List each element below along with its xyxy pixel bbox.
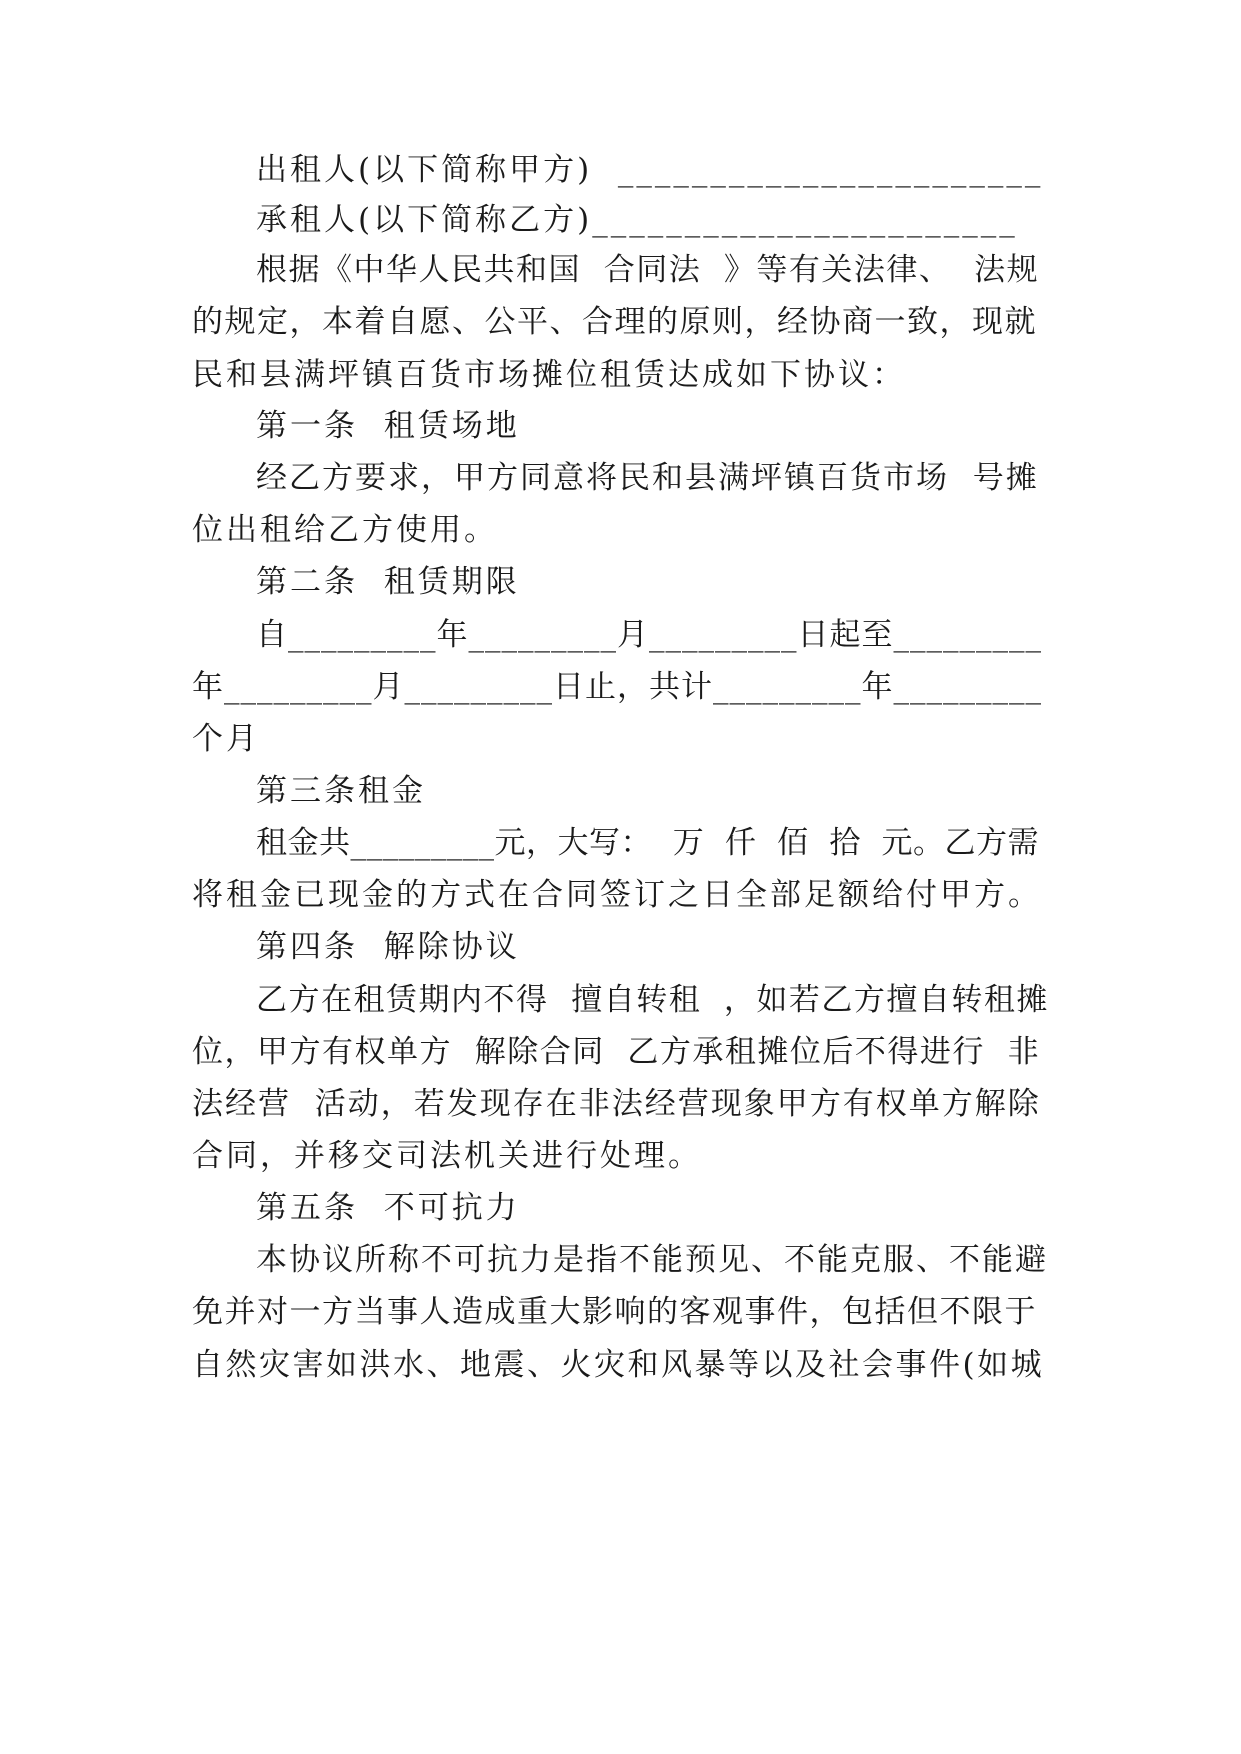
article-4-text-1: 乙方在租赁期内不得 擅自转租 ，如若乙方擅自转租摊 (256, 982, 1049, 1018)
article-5-text-2: 免并对一方当事人造成重大影响的客观事件，包括但不限于 (192, 1294, 1037, 1330)
article-5-text-1: 本协议所称不可抗力是指不能预见、不能克服、不能避 (256, 1242, 1048, 1278)
preamble-line-1: 根据《中华人民共和国 合同法 》等有关法律、 法规 (256, 252, 1040, 288)
article-5-text-3: 自然灾害如洪水、地震、火灾和风暴等以及社会事件(如城 (192, 1347, 1045, 1383)
preamble-line-3: 民和县满坪镇百货市场摊位租赁达成如下协议： (192, 357, 906, 393)
article-4-heading: 第四条 解除协议 (256, 929, 520, 965)
article-4-text-4: 合同，并移交司法机关进行处理。 (192, 1138, 702, 1174)
article-4-text-2: 位，甲方有权单方 解除合同 乙方承租摊位后不得进行 非 (192, 1034, 1041, 1070)
article-2-heading: 第二条 租赁期限 (256, 564, 520, 600)
preamble-line-2: 的规定，本着自愿、公平、合理的原则，经协商一致，现就 (192, 304, 1037, 340)
article-3-text-2: 将租金已现金的方式在合同签订之日全部足额给付甲方。 (192, 877, 1042, 913)
article-4-text-3: 法经营 活动，若发现存在非法经营现象甲方有权单方解除 (192, 1086, 1041, 1122)
article-2-text-3: 个月 (192, 721, 260, 757)
article-3-heading: 第三条租金 (256, 773, 426, 809)
article-2-text-1: 自_________年_________月_________日起至_________ (256, 617, 1042, 653)
article-1-heading: 第一条 租赁场地 (256, 408, 520, 444)
article-2-text-2: 年_________月_________日止，共计_________年_________ (192, 669, 1042, 705)
lessor-line: 出租人(以下简称甲方) _______________________ (256, 152, 1044, 188)
lessee-line: 承租人(以下简称乙方)_______________________ (256, 202, 1018, 238)
article-5-heading: 第五条 不可抗力 (256, 1190, 520, 1226)
article-1-text-1: 经乙方要求，甲方同意将民和县满坪镇百货市场 号摊 (256, 460, 1039, 496)
article-3-text-1: 租金共_________元，大写： 万 仟 佰 拾 元。乙方需 (256, 825, 1040, 861)
article-1-text-2: 位出租给乙方使用。 (192, 512, 498, 548)
